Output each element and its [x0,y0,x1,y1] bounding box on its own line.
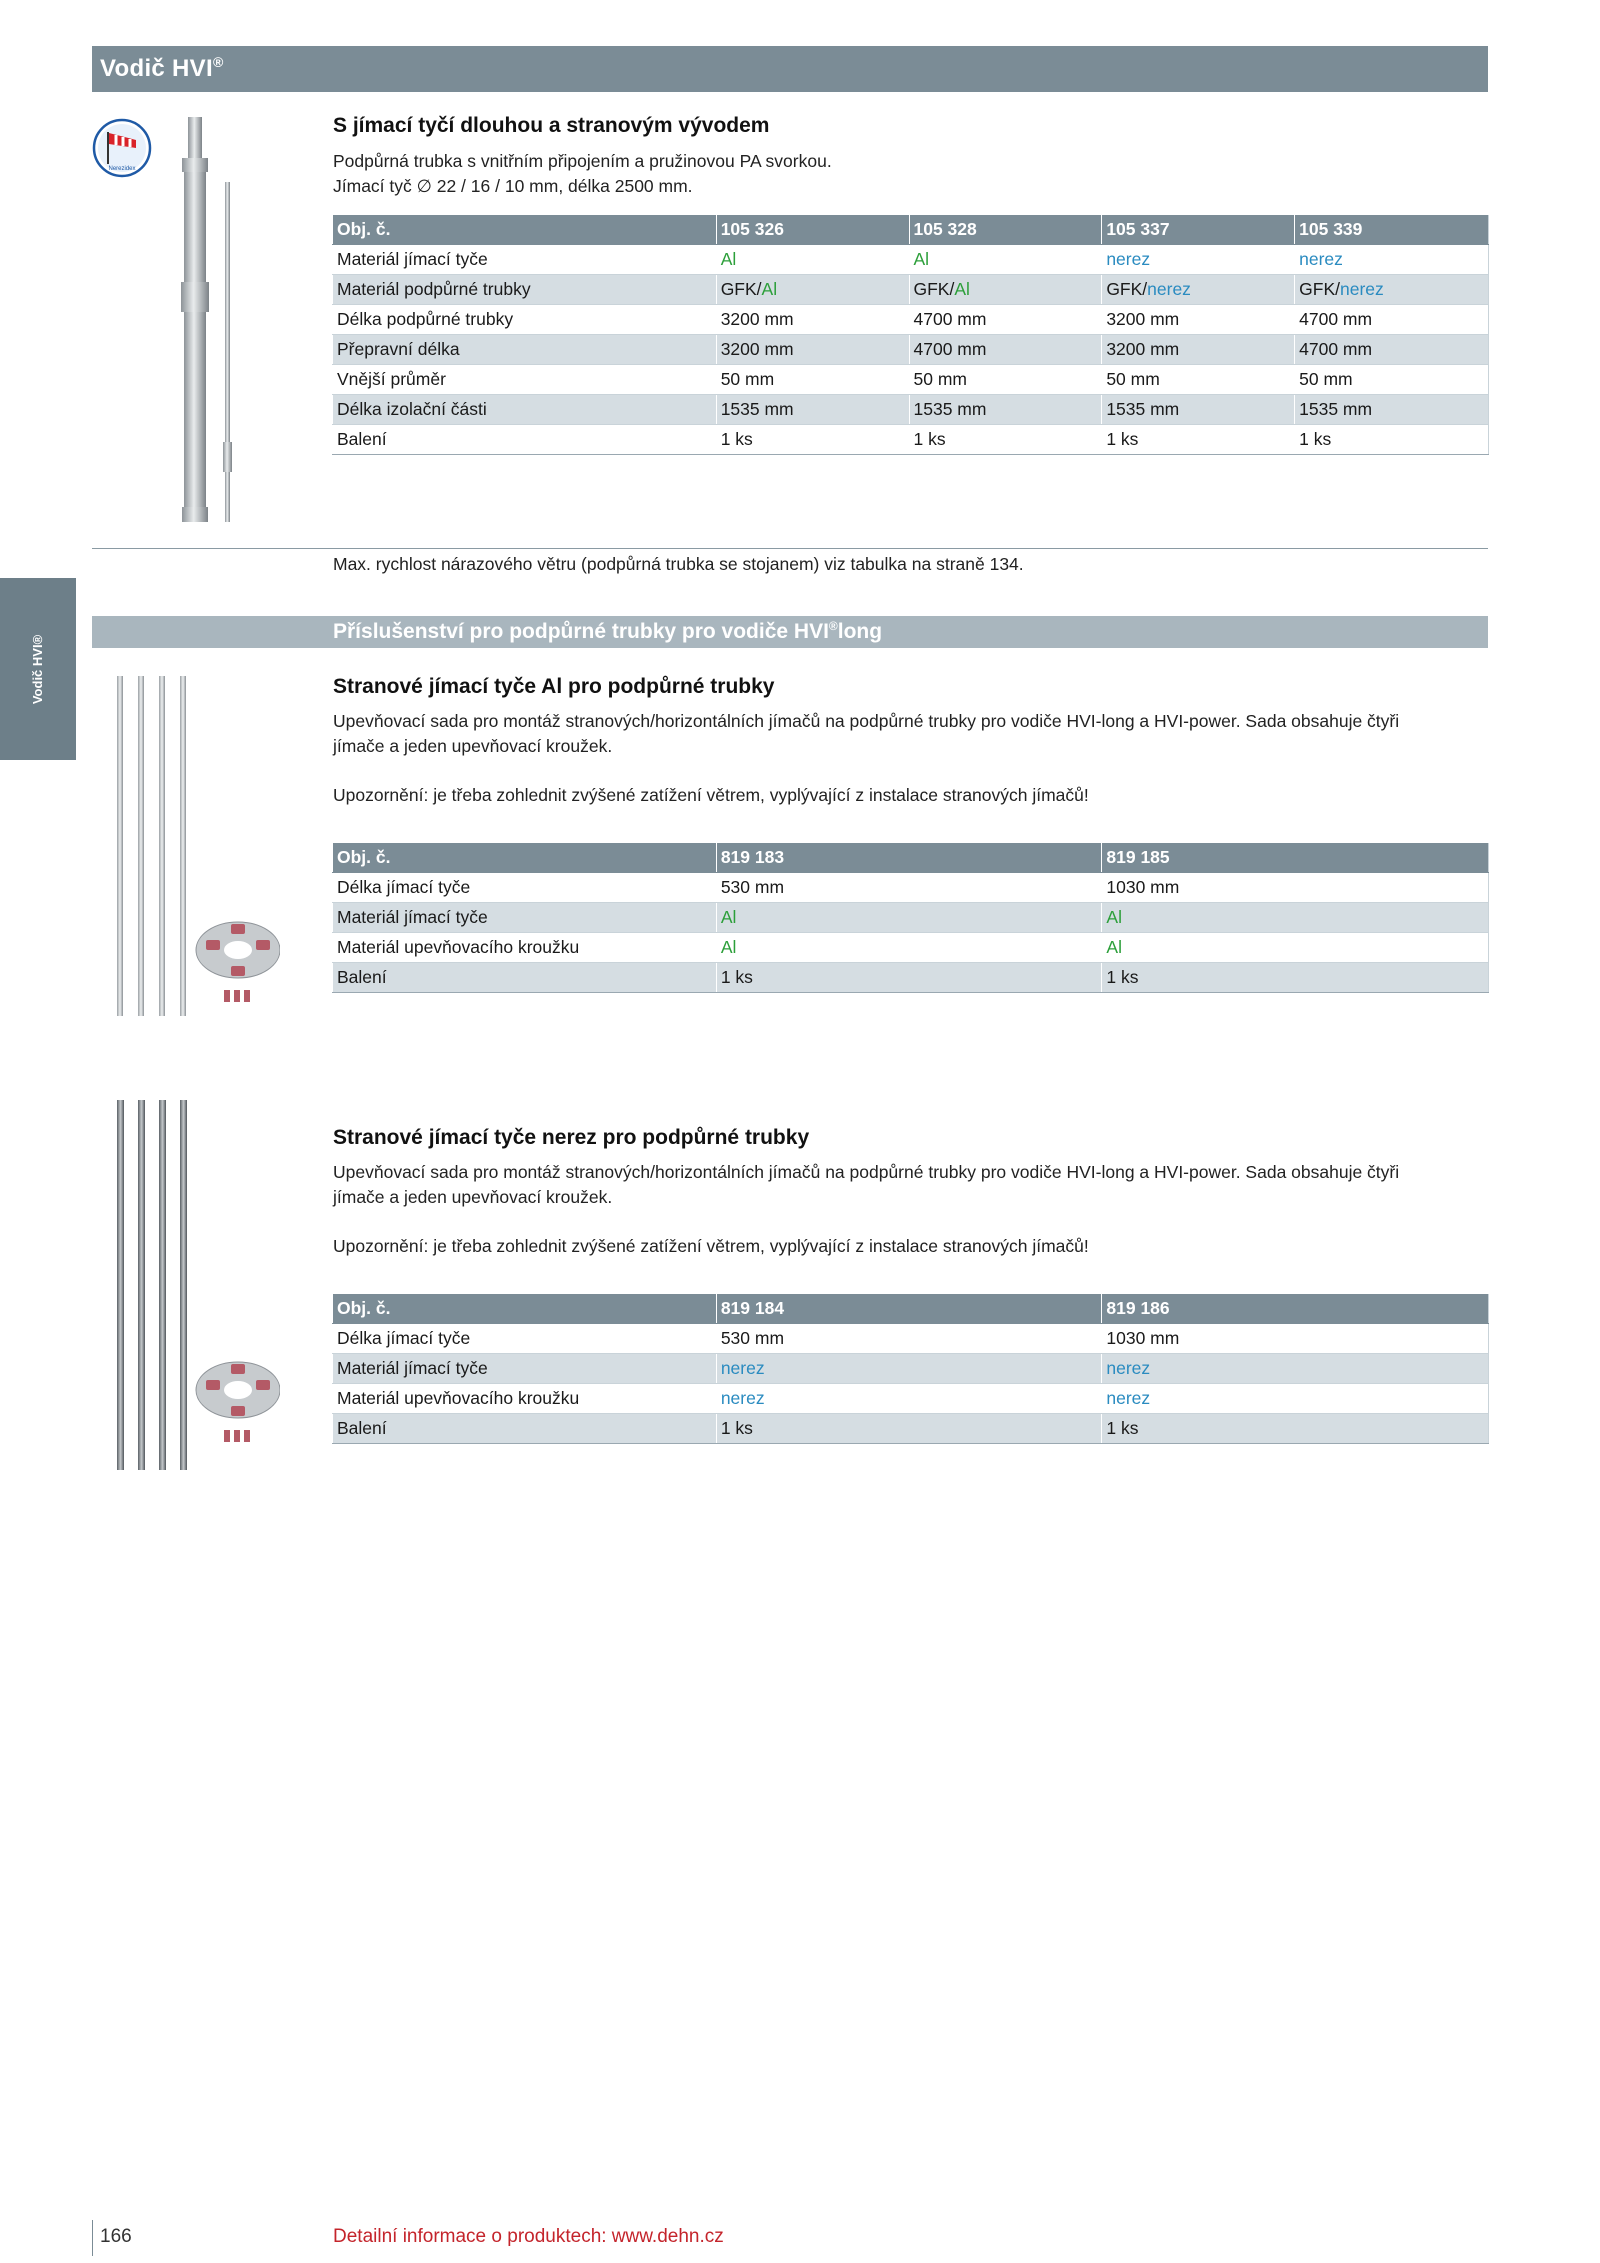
page-title: Vodič HVI® [100,54,224,82]
table-cell: 1 ks [1102,1414,1489,1444]
material-part-gfk: GFK/ [1299,279,1340,299]
section1-desc-line1: Podpůrná trubka s vnitřním připojením a pružinovou PA svorkou. [333,151,832,171]
material-part-metal: nerez [1147,279,1191,299]
table-row [333,275,1489,305]
header-bar [92,46,1488,92]
table-cell: 1 ks [716,1414,1102,1444]
table-cell: Vnější průměr [333,365,717,395]
section3-spec-table [332,1294,1489,1444]
material-part-gfk: GFK/ [913,279,955,299]
table-cell: 1030 mm [1102,873,1489,903]
table-header-cell: 819 186 [1102,1294,1489,1324]
section2-desc-line2: jímače a jeden upevňovací kroužek. [333,736,613,756]
section1-desc-line2: Jímací tyč ∅ 22 / 16 / 10 mm, délka 2500 mm. [333,176,693,196]
table-row [333,425,1489,455]
table-header-cell: 819 184 [716,1294,1102,1324]
table-cell: Balení [333,1414,717,1444]
table-cell: Al [909,245,1102,275]
windsock-badge-icon [92,118,152,178]
table-cell: 1 ks [1295,425,1489,455]
table-cell: 1535 mm [909,395,1102,425]
table-cell: nerez [716,1354,1102,1384]
support-tube-image [168,112,238,532]
table-cell: Al [716,933,1102,963]
table-cell: 1 ks [716,963,1102,993]
side-tab-label-wrap [0,578,76,760]
table-header-cell: 819 185 [1102,843,1489,873]
table-header-cell: Obj. č. [333,1294,717,1324]
al-rods-image [110,672,280,1024]
table-header-cell: Obj. č. [333,843,717,873]
table-cell: nerez [1102,1384,1489,1414]
table-row [333,933,1489,963]
table-row [333,245,1489,275]
table-header-cell: 819 183 [716,843,1102,873]
section3-desc-line1: Upevňovací sada pro montáž stranových/horizontálních jímačů na podpůrné trubky pro vodiče HVI-long a HVI-power. Sada obsahuje čtyři [333,1162,1400,1182]
table-cell: Délka jímací tyče [333,1324,717,1354]
section3-desc-line2: jímače a jeden upevňovací kroužek. [333,1187,613,1207]
table-cell: Materiál podpůrné trubky [333,275,717,305]
material-part-gfk: GFK/ [720,279,762,299]
table-row [333,365,1489,395]
table-cell: 1030 mm [1102,1324,1489,1354]
table-cell-material [1102,275,1295,305]
footer-divider [92,2220,93,2256]
section3-title: Stranové jímací tyče nerez pro podpůrné trubky [333,1126,810,1149]
table-cell: 50 mm [1102,365,1295,395]
table-row [333,873,1489,903]
table-cell: 4700 mm [1295,305,1489,335]
table-header-row [333,215,1489,245]
table-cell-material [716,275,909,305]
footer-product-link[interactable]: Detailní informace o produktech: www.dehn.cz [333,2226,724,2247]
table-cell: 3200 mm [716,335,909,365]
table-cell: 4700 mm [909,305,1102,335]
table-cell: Al [716,245,909,275]
table-cell: nerez [1295,245,1489,275]
table-cell: Al [1102,933,1489,963]
table-cell: 3200 mm [1102,335,1295,365]
table-cell: 1535 mm [1295,395,1489,425]
table-row [333,395,1489,425]
section1-spec-table [332,215,1489,455]
wind-speed-note: Max. rychlost nárazového větru (podpůrná trubka se stojanem) viz tabulka na straně 134. [333,554,1024,574]
section2-spec-table [332,843,1489,993]
section3-warning: Upozornění: je třeba zohlednit zvýšené zatížení větrem, vyplývající z instalace stranových jímačů! [333,1236,1089,1256]
table-header-row [333,843,1489,873]
svg-text:Nerezidex: Nerezidex [108,166,136,172]
table-row [333,305,1489,335]
section-divider [92,548,1488,549]
table-cell: nerez [1102,1354,1489,1384]
table-cell: Materiál upevňovacího kroužku [333,933,717,963]
table-cell-material [1295,275,1489,305]
section2-title: Stranové jímací tyče Al pro podpůrné trubky [333,675,775,698]
table-cell: nerez [716,1384,1102,1414]
section1-title: S jímací tyčí dlouhou a stranovým vývodem [333,114,770,137]
table-cell: 3200 mm [716,305,909,335]
section2-warning: Upozornění: je třeba zohlednit zvýšené zatížení větrem, vyplývající z instalace stranových jímačů! [333,785,1089,805]
table-row [333,335,1489,365]
table-cell: Materiál jímací tyče [333,903,717,933]
material-part-metal: nerez [1339,279,1384,299]
table-cell: Přepravní délka [333,335,717,365]
table-cell: 1535 mm [716,395,909,425]
table-cell: 1 ks [909,425,1102,455]
table-cell-material [909,275,1102,305]
accessories-title: Příslušenství pro podpůrné trubky pro vodiče HVI®long [333,619,883,643]
table-cell: 1 ks [716,425,909,455]
table-header-cell: 105 339 [1295,215,1489,245]
table-header-cell: 105 328 [909,215,1102,245]
table-row [333,1384,1489,1414]
table-row [333,1414,1489,1444]
material-part-metal: Al [761,279,778,299]
table-cell: Balení [333,963,717,993]
table-cell: 3200 mm [1102,305,1295,335]
table-cell: 4700 mm [1295,335,1489,365]
table-row [333,1354,1489,1384]
table-cell: 530 mm [716,873,1102,903]
table-row [333,963,1489,993]
table-row [333,1324,1489,1354]
table-header-cell: 105 326 [716,215,909,245]
section2-desc-line1: Upevňovací sada pro montáž stranových/horizontálních jímačů na podpůrné trubky pro vodiče HVI-long a HVI-power. Sada obsahuje čtyři [333,711,1400,731]
table-cell: 50 mm [716,365,909,395]
table-header-cell: Obj. č. [333,215,717,245]
table-cell: Materiál jímací tyče [333,245,717,275]
table-cell: Materiál jímací tyče [333,1354,717,1384]
table-cell: 1 ks [1102,425,1295,455]
table-cell: Materiál upevňovacího kroužku [333,1384,717,1414]
side-tab-label: Vodič HVI® [30,634,46,704]
table-cell: Al [1102,903,1489,933]
table-cell: 1535 mm [1102,395,1295,425]
table-header-row [333,1294,1489,1324]
table-cell: 1 ks [1102,963,1489,993]
table-header-cell: 105 337 [1102,215,1295,245]
material-part-gfk: GFK/ [1106,279,1148,299]
material-part-metal: Al [954,279,970,299]
table-cell: Délka jímací tyče [333,873,717,903]
table-row [333,903,1489,933]
page-number: 166 [100,2226,132,2247]
table-cell: Délka podpůrné trubky [333,305,717,335]
nerez-rods-image [110,1098,280,1476]
table-cell: Délka izolační části [333,395,717,425]
table-cell: Al [716,903,1102,933]
table-cell: nerez [1102,245,1295,275]
table-cell: Balení [333,425,717,455]
table-cell: 50 mm [1295,365,1489,395]
table-cell: 4700 mm [909,335,1102,365]
table-cell: 530 mm [716,1324,1102,1354]
table-cell: 50 mm [909,365,1102,395]
